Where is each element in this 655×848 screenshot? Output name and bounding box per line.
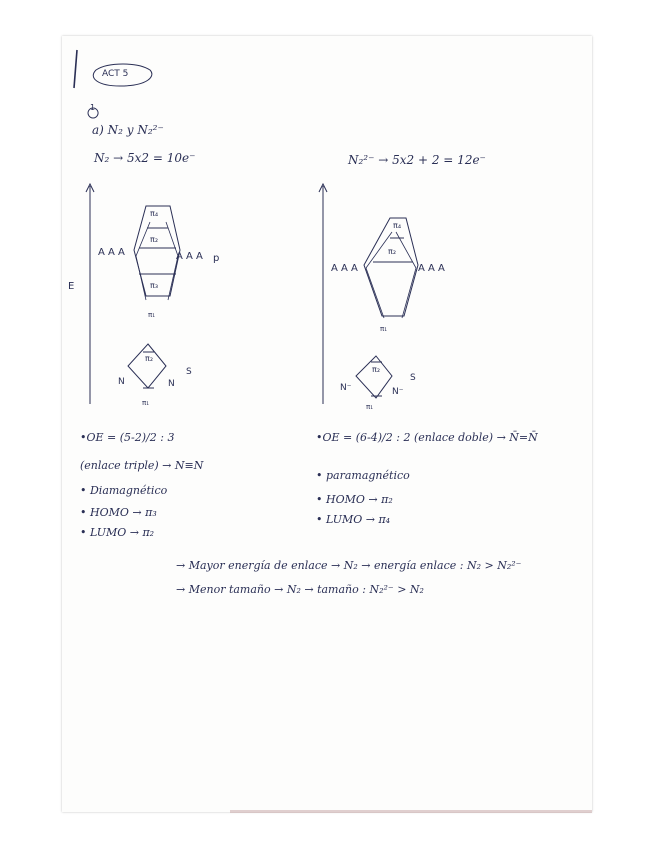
question-number: 1 [90, 103, 96, 112]
n2-atomic-orbitals-left: A A A [98, 247, 125, 258]
n2-bond-type: (enlace triple) → N≡N [80, 459, 204, 472]
item-label: a) N₂ y N₂²⁻ [92, 123, 164, 137]
n2-s-mo-diamond [128, 344, 166, 388]
n22-electron-count: N₂²⁻ → 5x2 + 2 = 12e⁻ [348, 153, 486, 167]
n22-s-orbital-label: S [410, 373, 416, 383]
n22-s-mo-upper: π₂ [372, 365, 381, 374]
conclusion-line-2: → Menor tamaño → N₂ → tamaño : N₂²⁻ > N₂ [176, 583, 424, 596]
n22-bond-order: •OE = (6-4)/2 : 2 (enlace doble) → N̄=N̄ [316, 431, 538, 444]
n2-mo-sigma-star-p: π₂ [150, 235, 159, 244]
n2-energy-axis-label: E [68, 281, 75, 292]
n2-homo: • HOMO → π₃ [80, 506, 157, 519]
n22-homo: • HOMO → π₂ [316, 493, 393, 506]
conclusion-line-1: → Mayor energía de enlace → N₂ → energía enlace : N₂ > N₂²⁻ [176, 559, 522, 572]
n2-s-right-atom: N [168, 379, 175, 389]
n22-lumo: • LUMO → π₄ [316, 513, 391, 526]
n22-atomic-orbitals-left: A A A [331, 263, 358, 274]
n2-mo-pi-star: π₄ [150, 209, 159, 218]
n2-s-mo-bottom: π₁ [142, 399, 150, 407]
n22-s-right-atom: N⁻ [392, 387, 404, 397]
n2-s-orbital-label: S [186, 367, 192, 377]
n22-correlation-lines [366, 232, 416, 318]
n22-p-mo-hexagon [364, 218, 418, 316]
margin-stroke [74, 50, 77, 88]
n22-magnetism: • paramagnético [316, 469, 410, 482]
n22-mo-pi-star: π₄ [393, 221, 402, 230]
n22-mo-sigma-bottom: π₁ [380, 325, 388, 333]
n2-mo-pi: π₃ [150, 281, 159, 290]
n2-s-left-atom: N [118, 377, 125, 387]
n2-lumo: • LUMO → π₂ [80, 526, 155, 539]
n2-bond-order: •OE = (5-2)/2 : 3 [80, 431, 175, 444]
n2-atomic-orbitals-right: A A A [176, 251, 203, 262]
n2-mo-sigma-bottom: π₁ [148, 311, 156, 319]
n2-right-p-label: p [213, 253, 220, 264]
n2-magnetism: • Diamagnético [80, 484, 168, 497]
n22-mo-sigma-star-p: π₂ [388, 247, 397, 256]
n2-s-mo-upper: π₂ [145, 354, 154, 363]
n22-s-left-atom: N⁻ [340, 383, 352, 393]
n22-s-mo-bottom: π₁ [366, 403, 374, 411]
n2-electron-count: N₂ → 5x2 = 10e⁻ [94, 151, 196, 165]
act-tag: ACT 5 [102, 69, 129, 79]
n22-atomic-orbitals-right: A A A [418, 263, 445, 274]
